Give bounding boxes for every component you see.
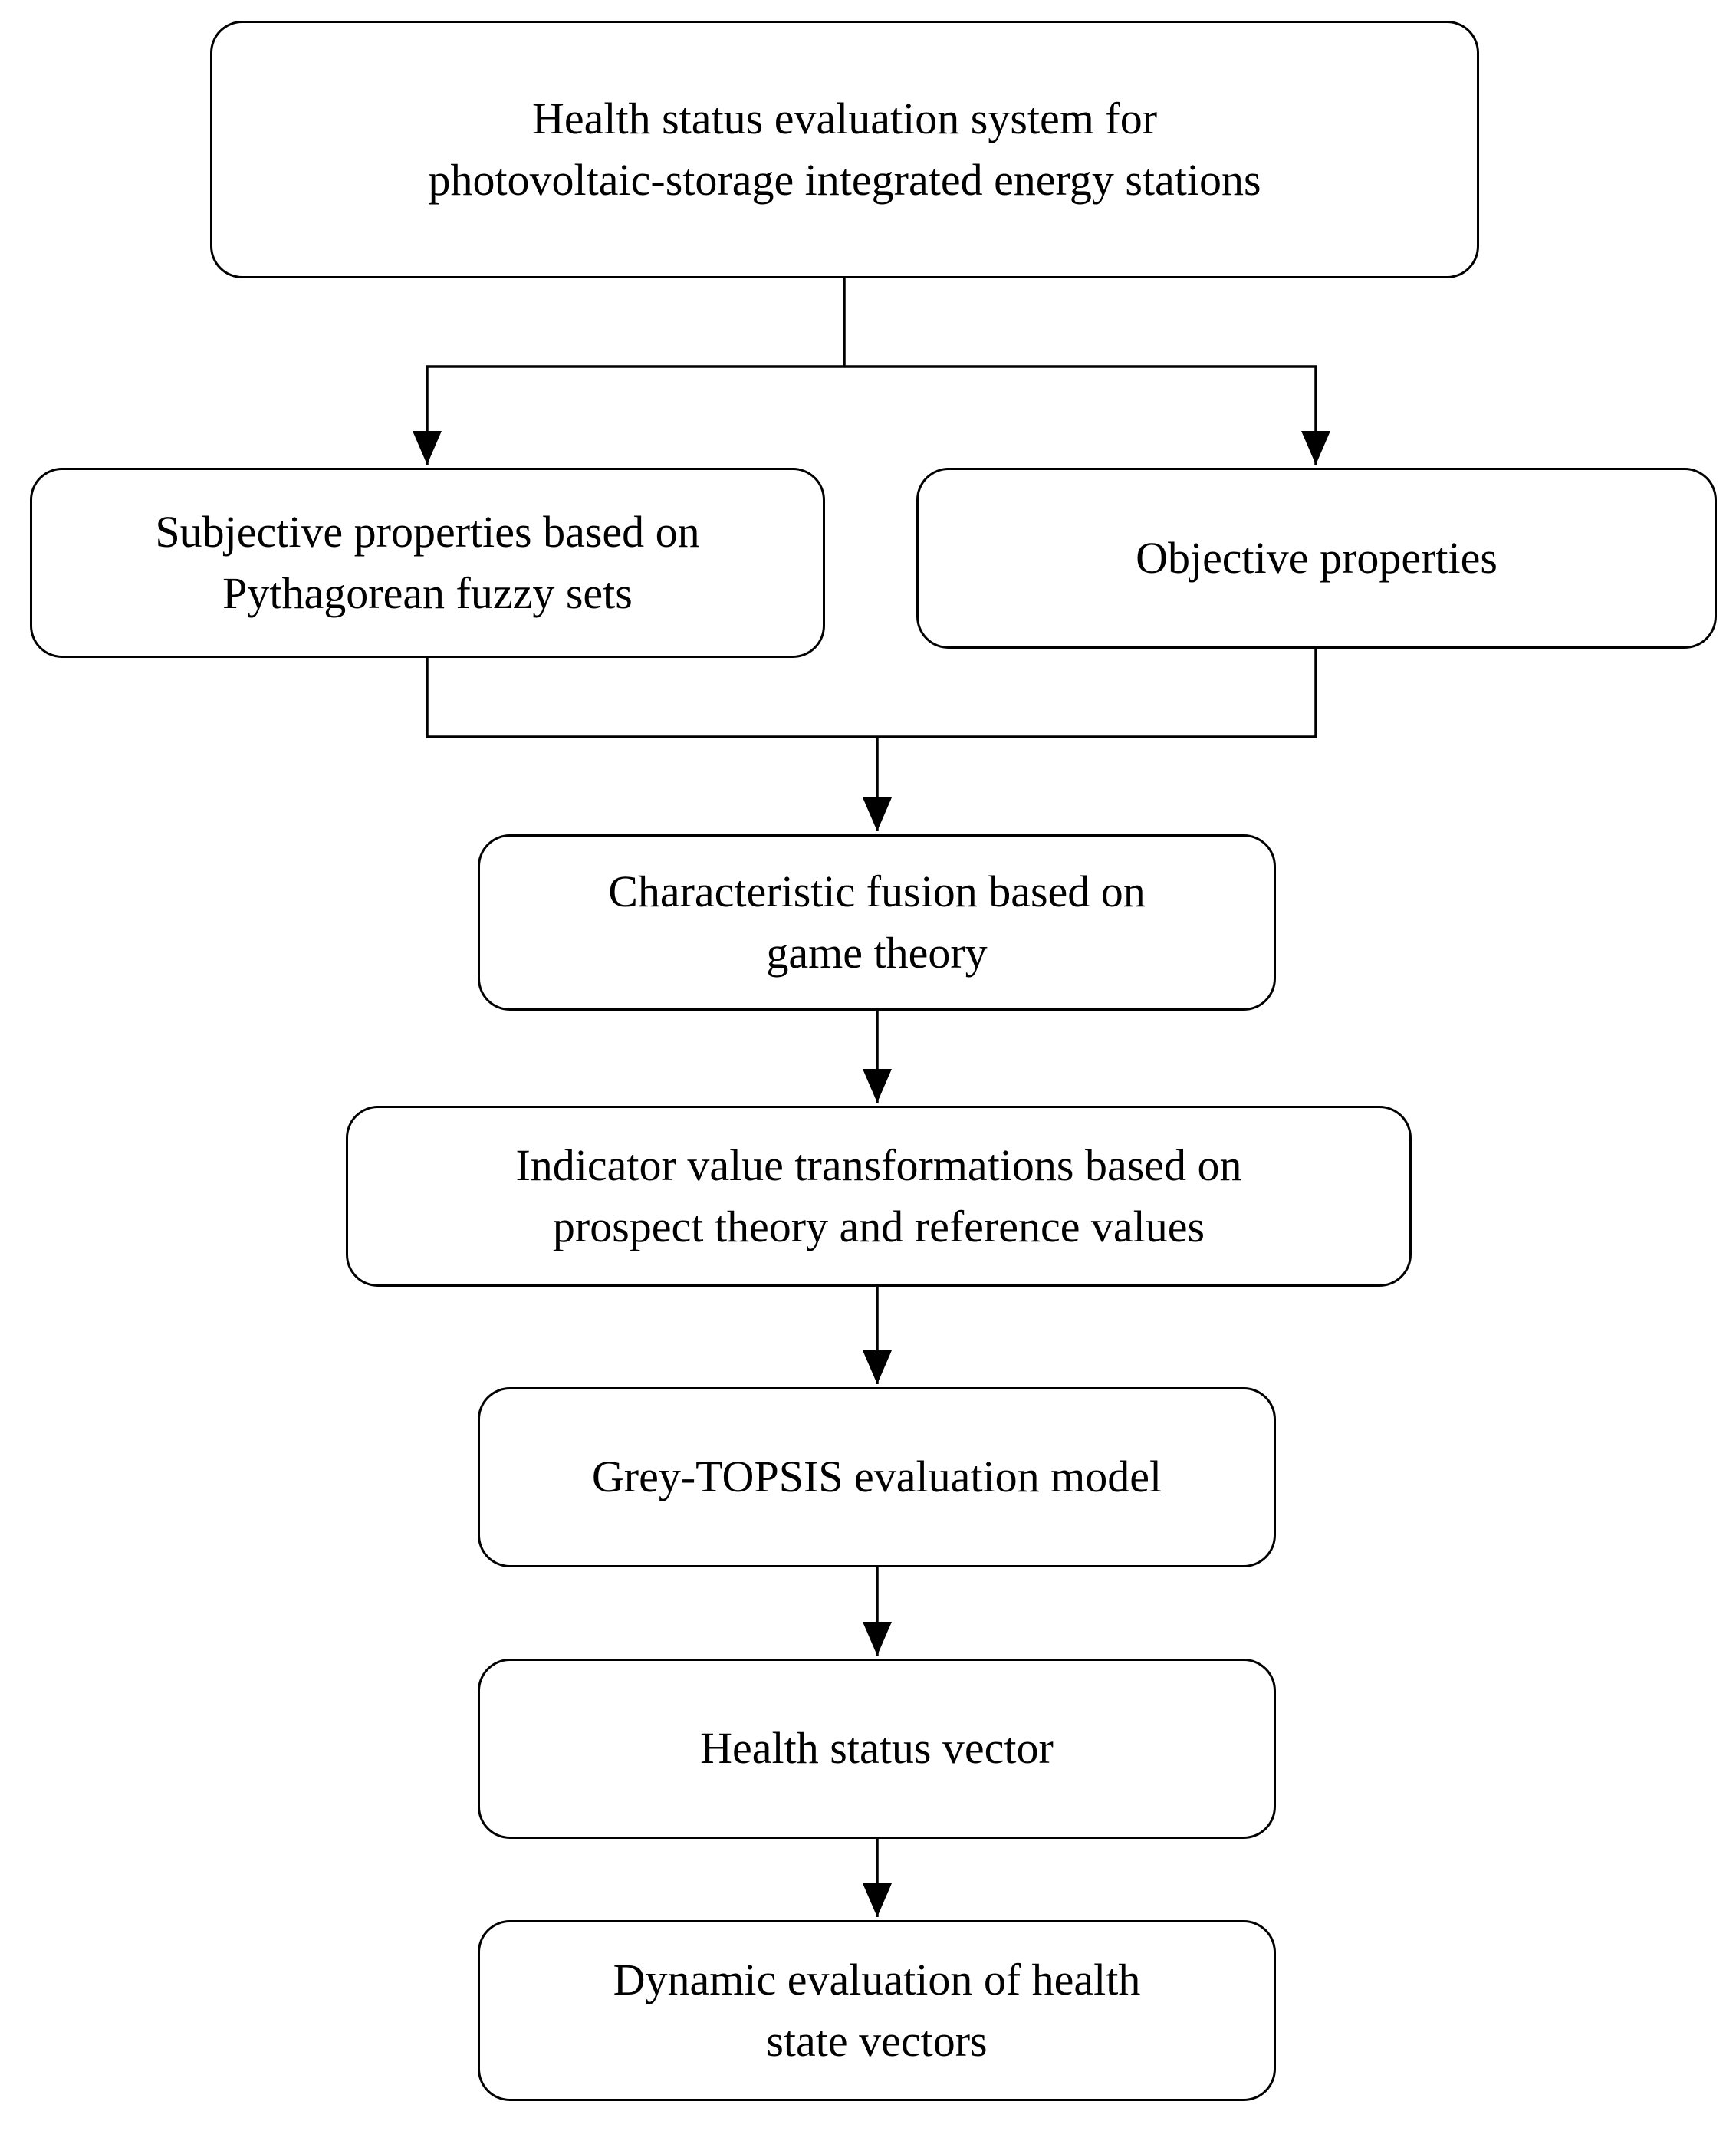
- node-label-line: Objective properties: [1136, 532, 1498, 583]
- node-label-line: state vectors: [766, 2016, 988, 2066]
- node-indicator-transformations: [346, 1106, 1412, 1287]
- node-label-line: Subjective properties based on: [155, 506, 700, 557]
- node-label-line: Grey-TOPSIS evaluation model: [591, 1452, 1162, 1502]
- node-label-line: photovoltaic-storage integrated energy stations: [428, 155, 1261, 205]
- node-label-line: Indicator value transformations based on: [515, 1139, 1242, 1190]
- node-label-line: game theory: [766, 928, 988, 978]
- node-objective-properties: [916, 468, 1717, 649]
- node-label-line: Pythagorean fuzzy sets: [222, 568, 633, 618]
- node-characteristic-fusion: [478, 834, 1276, 1011]
- node-health-status-vector: [478, 1659, 1276, 1839]
- node-label-line: Dynamic evaluation of health: [613, 1954, 1141, 2004]
- node-label-line: Health status evaluation system for: [531, 93, 1158, 143]
- node-label-line: Health status vector: [700, 1723, 1054, 1774]
- node-dynamic-evaluation: [478, 1920, 1276, 2101]
- node-main-system: [210, 21, 1479, 278]
- node-label-line: prospect theory and reference values: [552, 1202, 1205, 1251]
- node-label-line: Characteristic fusion based on: [608, 866, 1146, 916]
- node-grey-topsis-model: [478, 1387, 1276, 1567]
- node-subjective-properties: [30, 468, 825, 658]
